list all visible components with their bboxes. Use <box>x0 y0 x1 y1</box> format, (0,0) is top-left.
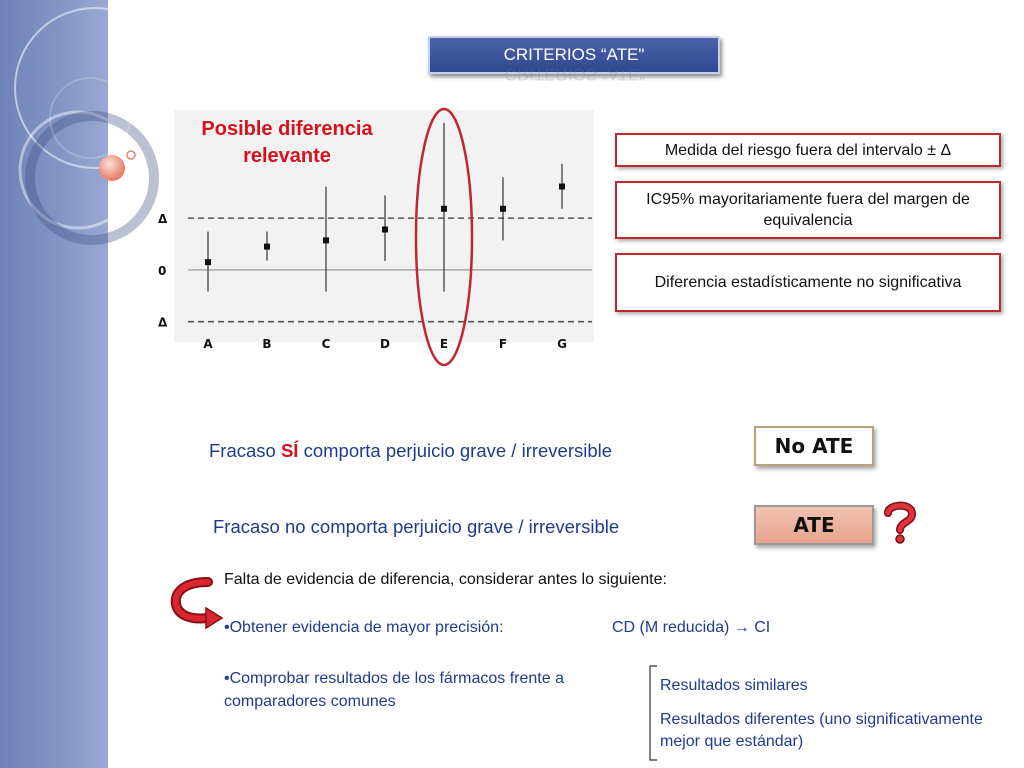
outcomes-bracket <box>645 664 659 764</box>
condition-emphasis: SÍ <box>280 440 299 461</box>
ate-label: ATE <box>754 505 874 545</box>
category-tick-label: F <box>498 337 508 351</box>
condition-no-serious-harm: Fracaso no comporta perjuicio grave / irreversible <box>213 516 620 537</box>
notes-intro: Falta de evidencia de diferencia, considerar antes lo siguiente: <box>224 571 667 588</box>
curved-arrow-icon <box>168 574 226 630</box>
point-estimate <box>500 206 506 212</box>
criterion-box-not-significant <box>615 253 1001 312</box>
category-tick-label: B <box>262 337 272 351</box>
notes-bullet-precision: •Obtener evidencia de mayor precisión: <box>224 619 504 636</box>
condition-serious-harm <box>209 440 612 462</box>
notes-bullet-precision-detail: CD (M reducida) → CI <box>612 619 771 636</box>
point-estimate <box>382 227 388 233</box>
chart-caption: Posible diferencia relevante <box>201 118 373 167</box>
category-tick-label: E <box>439 337 449 351</box>
criterion-text: Medida del riesgo fuera del intervalo ± Δ <box>664 141 952 159</box>
category-tick-label: A <box>203 337 213 351</box>
decorative-rings <box>0 0 160 768</box>
outcome-different: Resultados diferentes (uno significativamente mejor que estándar) <box>660 711 983 750</box>
criterion-box-ci-outside-margin <box>615 181 1001 239</box>
notes-bullet-comparators-cont: comparadores comunes <box>224 693 396 710</box>
condition-text-end: comporta perjuicio grave / irreversible <box>298 440 613 461</box>
side-decoration-panel <box>0 0 108 768</box>
outcome-similar: Resultados similares <box>660 677 808 694</box>
reference-line-label: Δ <box>158 212 168 227</box>
question-mark-icon <box>880 500 920 544</box>
decorative-ball-icon <box>96 144 140 188</box>
point-estimate <box>264 244 270 250</box>
point-estimate <box>323 237 329 243</box>
notes-bullet-comparators: •Comprobar resultados de los fármacos frente a <box>224 670 564 687</box>
category-tick-label: G <box>557 337 567 351</box>
point-estimate <box>441 206 447 212</box>
condition-text-start: Fracaso <box>209 440 281 461</box>
category-tick-label: C <box>321 337 331 351</box>
criterion-box-risk-outside-interval <box>615 133 1001 167</box>
point-estimate <box>205 259 211 265</box>
point-estimate <box>559 184 565 190</box>
slide-title: CRITERIOS “ATE" <box>428 36 720 74</box>
category-tick-label: D <box>380 337 390 351</box>
reference-line-label: Δ <box>158 315 168 330</box>
slide-title-reflection: CRITERIOS “ATE" <box>504 65 646 84</box>
no-ate-label: No ATE <box>754 426 874 466</box>
criterion-text: IC95% mayoritariamente fuera del margen de equivalencia <box>646 191 970 229</box>
criterion-text: Diferencia estadísticamente no significativa <box>654 274 962 291</box>
reference-line-label: 0 <box>158 263 167 278</box>
